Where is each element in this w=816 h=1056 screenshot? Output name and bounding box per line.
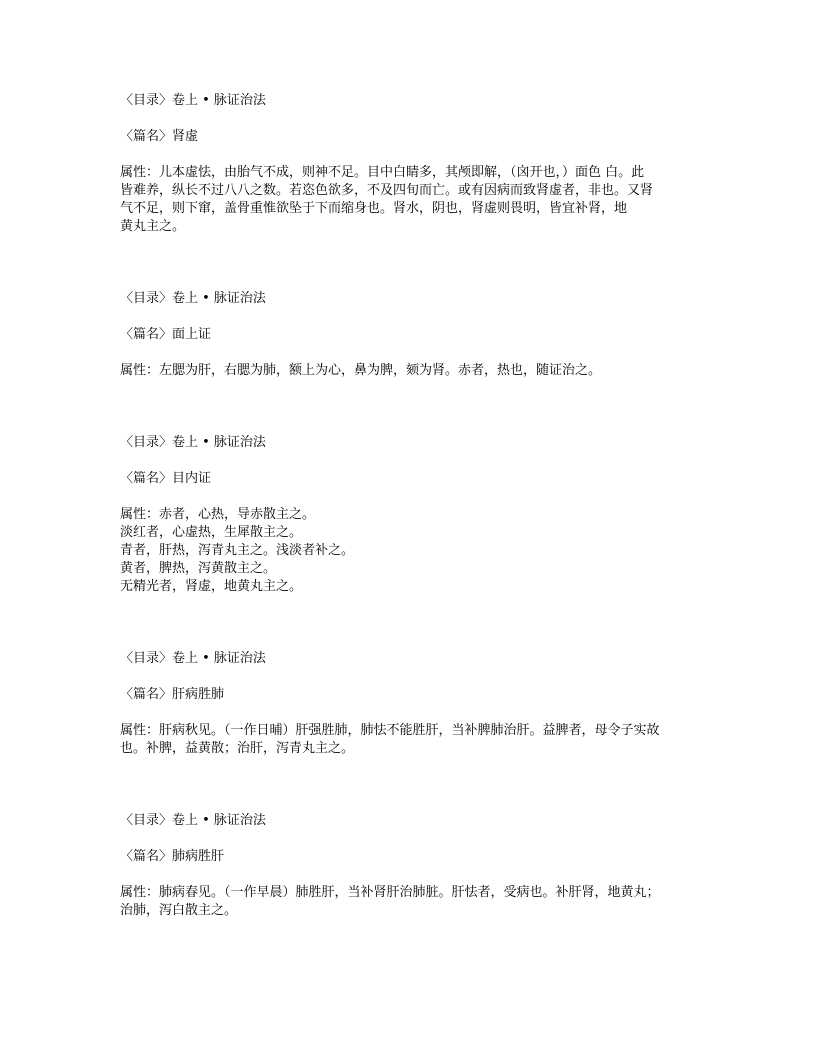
entry-body [120, 884, 700, 920]
body-line: 无精光者，肾虚，地黄丸主之。 [120, 579, 303, 594]
chapter-title: 〈篇名〉肺病胜肝 [120, 849, 225, 864]
body-line: 皆难养，纵长不过八八之数。若恣色欲多，不及四旬而亡。或有因病而致肾虚者，非也。又肾 [120, 183, 654, 198]
entry-eye-signs [120, 434, 700, 596]
body-line: 属性：左腮为肝，右腮为肺，额上为心，鼻为脾，颏为肾。赤者，热也，随证治之。 [120, 363, 602, 378]
catalog-line: 〈目录〉卷上 • 脉证治法 [120, 651, 266, 666]
entry-body [120, 164, 700, 236]
catalog-line: 〈目录〉卷上 • 脉证治法 [120, 93, 266, 108]
body-line: 黄丸主之。 [120, 219, 186, 234]
chapter-title: 〈篇名〉面上证 [120, 327, 212, 342]
body-line: 属性：肝病秋见。（一作日晡）肝强胜肺，肺怯不能胜肝，当补脾肺治肝。益脾者，母令子实故 [120, 723, 660, 738]
entry-body [120, 362, 700, 380]
entry-liver-over-lung [120, 650, 700, 758]
body-line: 淡红者，心虚热，生犀散主之。 [120, 525, 303, 540]
entry-body [120, 722, 700, 758]
body-line: 属性：儿本虚怯，由胎气不成，则神不足。目中白睛多，其颅即解，（囟开也，）面色 白。此 [120, 165, 645, 180]
body-line: 治肺，泻白散主之。 [120, 903, 238, 918]
body-line: 黄者，脾热，泻黄散主之。 [120, 561, 277, 576]
entry-face-signs [120, 290, 700, 380]
entry-kidney-deficiency [120, 92, 700, 236]
chapter-title: 〈篇名〉目内证 [120, 471, 212, 486]
chapter-title: 〈篇名〉肝病胜肺 [120, 687, 225, 702]
catalog-line: 〈目录〉卷上 • 脉证治法 [120, 813, 266, 828]
body-line: 气不足，则下窜，盖骨重惟欲坠于下而缩身也。肾水，阴也，肾虚则畏明，皆宜补肾，地 [120, 201, 628, 216]
entry-body [120, 506, 700, 596]
entry-lung-over-liver [120, 812, 700, 920]
body-line: 也。补脾，益黄散；治肝，泻青丸主之。 [120, 741, 355, 756]
document-page [120, 92, 700, 920]
body-line: 青者，肝热，泻青丸主之。浅淡者补之。 [120, 543, 355, 558]
body-line: 属性：赤者，心热，导赤散主之。 [120, 507, 316, 522]
catalog-line: 〈目录〉卷上 • 脉证治法 [120, 435, 266, 450]
body-line: 属性：肺病春见。（一作早晨）肺胜肝，当补肾肝治肺脏。肝怯者，受病也。补肝肾，地黄丸； [120, 885, 660, 900]
chapter-title: 〈篇名〉肾虚 [120, 129, 199, 144]
catalog-line: 〈目录〉卷上 • 脉证治法 [120, 291, 266, 306]
